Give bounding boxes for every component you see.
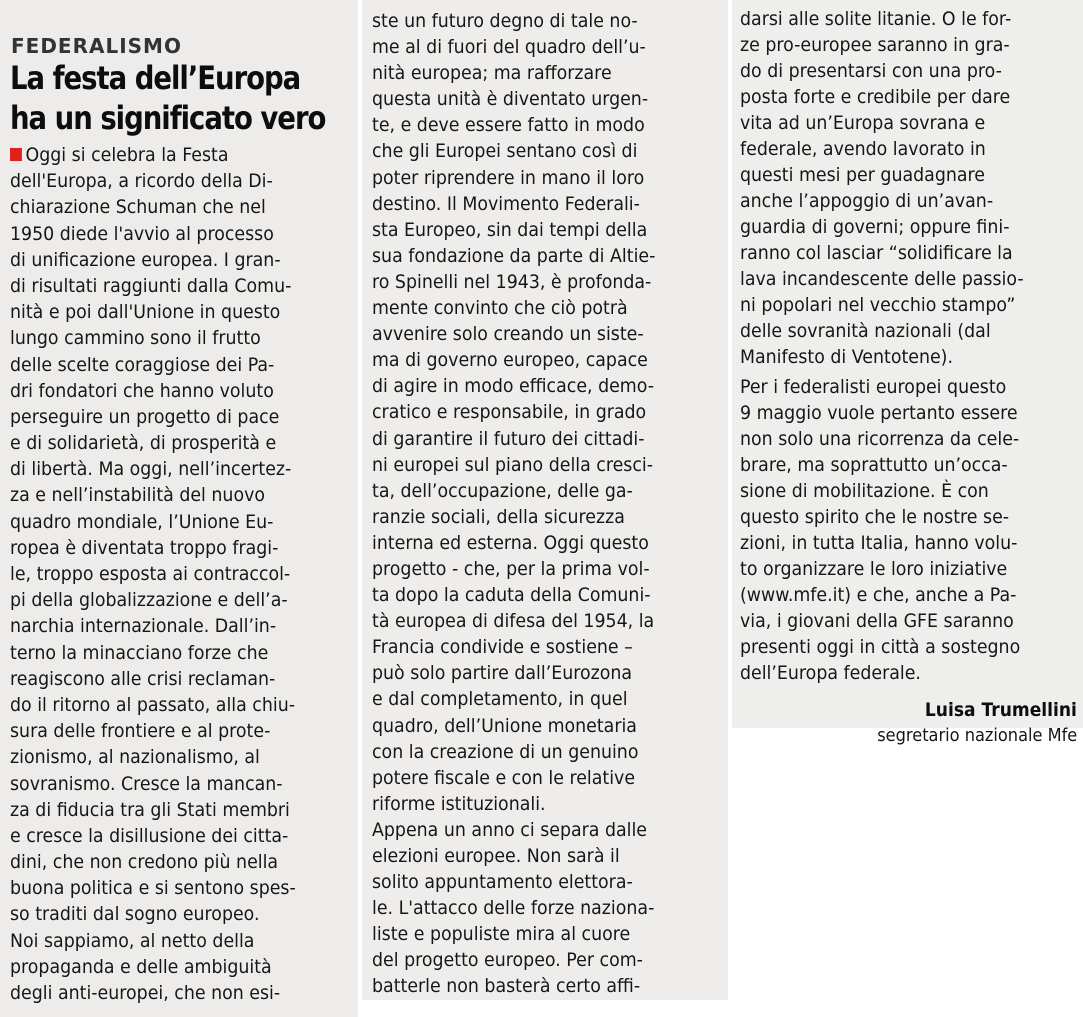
text-line	[10, 168, 328, 194]
text-line-content: zionismo, al nazionalismo, al	[10, 746, 260, 769]
text-line-content: ranzie sociali, della sicurezza	[372, 505, 625, 528]
article-column-3	[732, 0, 1083, 746]
text-line	[372, 634, 698, 660]
text-line	[10, 535, 328, 561]
text-line	[10, 561, 328, 587]
text-line	[10, 404, 328, 430]
text-line	[372, 60, 698, 86]
text-line	[740, 240, 1054, 266]
column-2-text	[372, 8, 728, 1000]
text-line	[740, 634, 1054, 660]
text-line-content: avvenire solo creando un siste-	[372, 323, 644, 346]
text-line	[372, 399, 698, 425]
text-line	[372, 295, 698, 321]
text-line-content: mente convinto che ciò potrà	[372, 297, 628, 320]
text-line	[10, 692, 328, 718]
text-line-content: to organizzare le loro iniziative	[740, 558, 1008, 580]
text-line-content: le, troppo esposta ai contraccol-	[10, 563, 291, 585]
text-line-content: za di fiducia tra gli Stati membri	[10, 798, 290, 821]
text-line-content: te, e deve essere fatto in modo	[372, 114, 645, 137]
text-line	[740, 478, 1054, 504]
text-line	[740, 504, 1054, 530]
text-line-content: destino. Il Movimento Federali-	[372, 192, 640, 215]
text-line	[10, 823, 328, 849]
column-3-text	[740, 6, 1083, 686]
text-line-content: 1950 diede l'avvio al processo	[10, 222, 274, 245]
text-line	[740, 6, 1054, 32]
text-line-content: del progetto europeo. Per com-	[372, 949, 643, 972]
text-line	[10, 771, 328, 797]
author-name: Luisa Trumellini	[924, 699, 1077, 721]
text-line	[740, 214, 1054, 240]
text-line	[10, 901, 328, 927]
text-line	[740, 556, 1054, 582]
text-line	[740, 110, 1054, 136]
text-line	[372, 34, 698, 60]
text-line	[10, 980, 328, 1006]
text-line	[10, 587, 328, 613]
text-line	[740, 136, 1054, 162]
text-line-content: degli anti-europei, che non esi-	[10, 982, 281, 1004]
text-line-content: sta Europeo, sin dai tempi della	[372, 218, 648, 241]
text-line-content: ro Spinelli nel 1943, è profonda-	[372, 270, 652, 293]
column-1-text	[10, 142, 358, 1006]
text-line	[372, 582, 698, 608]
article-headline-line-1: La festa dell’Europa	[10, 59, 301, 97]
text-line	[740, 32, 1054, 58]
text-line-content: elezioni europee. Non sarà il	[372, 845, 620, 867]
text-line-content: di risultati raggiunti dalla Comu-	[10, 274, 292, 297]
text-line-content: questi mesi per guadagnare	[740, 164, 986, 186]
text-line-content: anche l’appoggio di un’avan-	[740, 190, 994, 212]
text-line	[740, 530, 1054, 556]
text-line	[10, 718, 328, 744]
text-line-content: Noi sappiamo, al netto della	[10, 929, 255, 952]
text-line	[372, 243, 698, 269]
text-line	[10, 666, 328, 692]
text-line	[372, 452, 698, 478]
text-line-content: do il ritorno al passato, alla chiu-	[10, 693, 296, 716]
text-line-content: ropea è diventata troppo fragi-	[10, 536, 279, 559]
text-line-content: sione di mobilitazione. È con	[740, 480, 989, 502]
text-line-content: 9 maggio vuole pertanto essere	[740, 402, 1018, 424]
text-line-content: interna ed esterna. Oggi questo	[372, 531, 649, 554]
text-line	[372, 217, 698, 243]
text-line	[10, 482, 328, 508]
text-line-content: za e nell’instabilità del nuovo	[10, 484, 266, 507]
text-line	[372, 895, 698, 921]
text-line	[10, 640, 328, 666]
text-line	[740, 292, 1054, 318]
text-line-content: delle scelte coraggiose dei Pa-	[10, 353, 275, 376]
text-line	[740, 452, 1054, 478]
text-line	[10, 194, 328, 220]
text-line	[740, 344, 1054, 370]
text-line	[372, 556, 698, 582]
text-line-content: propaganda e delle ambiguità	[10, 955, 272, 978]
text-line-content: do di presentarsi con una pro-	[740, 60, 1002, 82]
text-line	[372, 86, 698, 112]
article-column-1	[0, 0, 358, 1017]
text-line-content: di garantire il futuro dei cittadi-	[372, 427, 645, 450]
text-line-content: questa unità è diventato urgen-	[372, 88, 649, 111]
text-line-content: pi della globalizzazione e dell’a-	[10, 589, 288, 612]
text-line-content: quadro mondiale, l’Unione Eu-	[10, 510, 274, 533]
text-line-content: ze pro-europee saranno in gra-	[740, 34, 1010, 56]
text-line-content: e di solidarietà, di prosperità e	[10, 432, 277, 455]
article-column-2	[362, 0, 728, 1000]
text-line	[10, 456, 328, 482]
text-line-content: dini, che non credono più nella	[10, 851, 279, 874]
text-line	[10, 221, 328, 247]
text-line	[10, 613, 328, 639]
text-line-content: batterle non basterà certo affi-	[372, 975, 641, 998]
text-line	[372, 165, 698, 191]
text-line-content: buona politica e si sentono spes-	[10, 877, 296, 900]
text-line	[740, 318, 1054, 344]
text-line-content: nità e poi dall'Unione in questo	[10, 301, 281, 324]
text-line	[10, 352, 328, 378]
text-line	[740, 58, 1054, 84]
text-line	[740, 374, 1054, 400]
text-line	[10, 142, 328, 168]
text-line-content: ni europei sul piano della cresci-	[372, 453, 654, 476]
text-line	[372, 269, 698, 295]
text-line-content: con la creazione di un genuino	[372, 740, 639, 763]
text-line-content: guardia di governi; oppure fini-	[740, 216, 1010, 238]
text-line-content: terno la minacciano forze che	[10, 641, 269, 664]
text-line-content: Oggi si celebra la Festa	[25, 144, 229, 166]
text-line-content: questo spirito che le nostre se-	[740, 506, 1010, 528]
text-line-content: Per i federalisti europei questo	[740, 376, 1007, 398]
text-line-content: tà europea di difesa del 1954, la	[372, 610, 655, 633]
text-line	[740, 582, 1054, 608]
text-line-content: ma di governo europeo, capace	[372, 349, 648, 372]
text-line	[10, 744, 328, 770]
text-line	[740, 188, 1054, 214]
text-line	[10, 378, 328, 404]
text-line-content: me al di fuori del quadro dell’u-	[372, 36, 646, 59]
text-line	[372, 686, 698, 712]
text-line	[372, 504, 698, 530]
text-line	[372, 739, 698, 765]
text-line-content: so traditi dal sogno europeo.	[10, 903, 260, 926]
text-line	[372, 713, 698, 739]
text-line-content: e dal completamento, in quel	[372, 688, 628, 711]
text-line	[372, 138, 698, 164]
text-line	[372, 530, 698, 556]
text-line-content: nità europea; ma rafforzare	[372, 62, 612, 85]
text-line	[372, 869, 698, 895]
text-line-content: brare, ma soprattutto un’occa-	[740, 454, 1008, 476]
author-role: segretario nazionale Mfe	[876, 725, 1077, 746]
text-line-content: chiarazione Schuman che nel	[10, 196, 266, 219]
text-line	[10, 954, 328, 980]
text-line-content: lungo cammino sono il frutto	[10, 327, 261, 350]
text-line-content: potere fiscale e con le relative	[372, 766, 636, 789]
text-line-content: zioni, in tutta Italia, hanno volu-	[740, 532, 1018, 554]
text-line	[740, 660, 1054, 686]
text-line	[740, 608, 1054, 634]
text-line	[740, 84, 1054, 110]
text-line-content: dell'Europa, a ricordo della Di-	[10, 170, 273, 193]
text-line-content: ranno col lasciar “solidificare la	[740, 242, 1013, 264]
text-line	[10, 299, 328, 325]
text-line-content: di unificazione europea. I gran-	[10, 248, 281, 271]
text-line	[372, 921, 698, 947]
text-line-content: sua fondazione da parte di Altie-	[372, 244, 656, 267]
text-line-content: non solo una ricorrenza da cele-	[740, 428, 1020, 450]
text-line-content: vita ad un’Europa sovrana e	[740, 112, 986, 134]
text-line-content: sovranismo. Cresce la mancan-	[10, 772, 283, 795]
text-line	[10, 875, 328, 901]
text-line-content: posta forte e credibile per dare	[740, 86, 1011, 108]
text-line	[10, 325, 328, 351]
text-line	[372, 843, 698, 869]
text-line-content: federale, avendo lavorato in	[740, 138, 986, 160]
text-line-content: dell’Europa federale.	[740, 662, 921, 684]
text-line-content: Appena un anno ci separa dalle	[372, 818, 648, 841]
text-line	[372, 973, 698, 999]
text-line-content: di libertà. Ma oggi, nell’incertez-	[10, 458, 292, 481]
text-line-content: cratico e responsabile, in grado	[372, 401, 647, 424]
text-line-content: delle sovranità nazionali (dal	[740, 320, 991, 342]
text-line-content: riforme istituzionali.	[372, 792, 546, 815]
text-line	[372, 765, 698, 791]
text-line	[372, 373, 698, 399]
text-line	[740, 162, 1054, 188]
article-headline-line-2: ha un significato vero	[10, 99, 326, 137]
text-line	[372, 660, 698, 686]
text-line-content: (www.mfe.it) e che, anche a Pa-	[740, 584, 1017, 606]
text-line	[372, 112, 698, 138]
text-line	[10, 509, 328, 535]
text-line	[372, 791, 698, 817]
text-line	[372, 426, 698, 452]
text-line-content: via, i giovani della GFE saranno	[740, 610, 1014, 632]
red-square-marker	[10, 148, 22, 161]
text-line-content: Francia condivide e sostiene –	[372, 636, 633, 659]
text-line-content: può solo partire dall’Eurozona	[372, 662, 633, 685]
text-line-content: poter riprendere in mano il loro	[372, 166, 645, 189]
text-line-content: di agire in modo efficace, demo-	[372, 375, 654, 398]
text-line-content: e cresce la disillusione dei citta-	[10, 824, 289, 847]
text-line	[10, 430, 328, 456]
text-line-content: sura delle frontiere e al prote-	[10, 720, 271, 743]
text-line-content: progetto - che, per la prima vol-	[372, 557, 650, 580]
text-line-content: ni popolari nel vecchio stampo”	[740, 294, 1016, 316]
text-line-content: perseguire un progetto di pace	[10, 405, 280, 428]
text-line	[10, 928, 328, 954]
text-line-content: darsi alle solite litanie. O le for-	[740, 8, 1012, 30]
text-line	[372, 347, 698, 373]
text-line	[372, 608, 698, 634]
text-line-content: ta dopo la caduta della Comuni-	[372, 584, 651, 607]
text-line-content: presenti oggi in città a sostegno	[740, 636, 1021, 658]
text-line-content: dri fondatori che hanno voluto	[10, 379, 274, 402]
text-line-content: Manifesto di Ventotene).	[740, 346, 953, 368]
text-line-content: reagiscono alle crisi reclaman-	[10, 667, 276, 690]
text-line-content: lava incandescente delle passio-	[740, 268, 1024, 290]
text-line-content: ste un futuro degno di tale no-	[372, 10, 638, 32]
text-line	[372, 947, 698, 973]
text-line-content: ta, dell’occupazione, delle ga-	[372, 479, 633, 502]
text-line-content: che gli Europei sentano così di	[372, 140, 638, 163]
text-line	[10, 849, 328, 875]
text-line	[740, 400, 1054, 426]
text-line-content: le. L'attacco delle forze naziona-	[372, 897, 655, 920]
text-line	[740, 426, 1054, 452]
text-line-content: narchia internazionale. Dall’in-	[10, 615, 277, 638]
text-line	[372, 8, 698, 34]
text-line	[372, 191, 698, 217]
text-line-content: solito appuntamento elettora-	[372, 871, 633, 894]
text-line	[10, 247, 328, 273]
text-line-content: quadro, dell’Unione monetaria	[372, 714, 637, 737]
text-line-content: liste e populiste mira al cuore	[372, 923, 631, 946]
text-line	[372, 321, 698, 347]
text-line	[10, 273, 328, 299]
text-line	[10, 797, 328, 823]
article-kicker: FEDERALISMO	[11, 34, 182, 58]
text-line	[740, 266, 1054, 292]
text-line	[372, 478, 698, 504]
text-line	[372, 817, 698, 843]
